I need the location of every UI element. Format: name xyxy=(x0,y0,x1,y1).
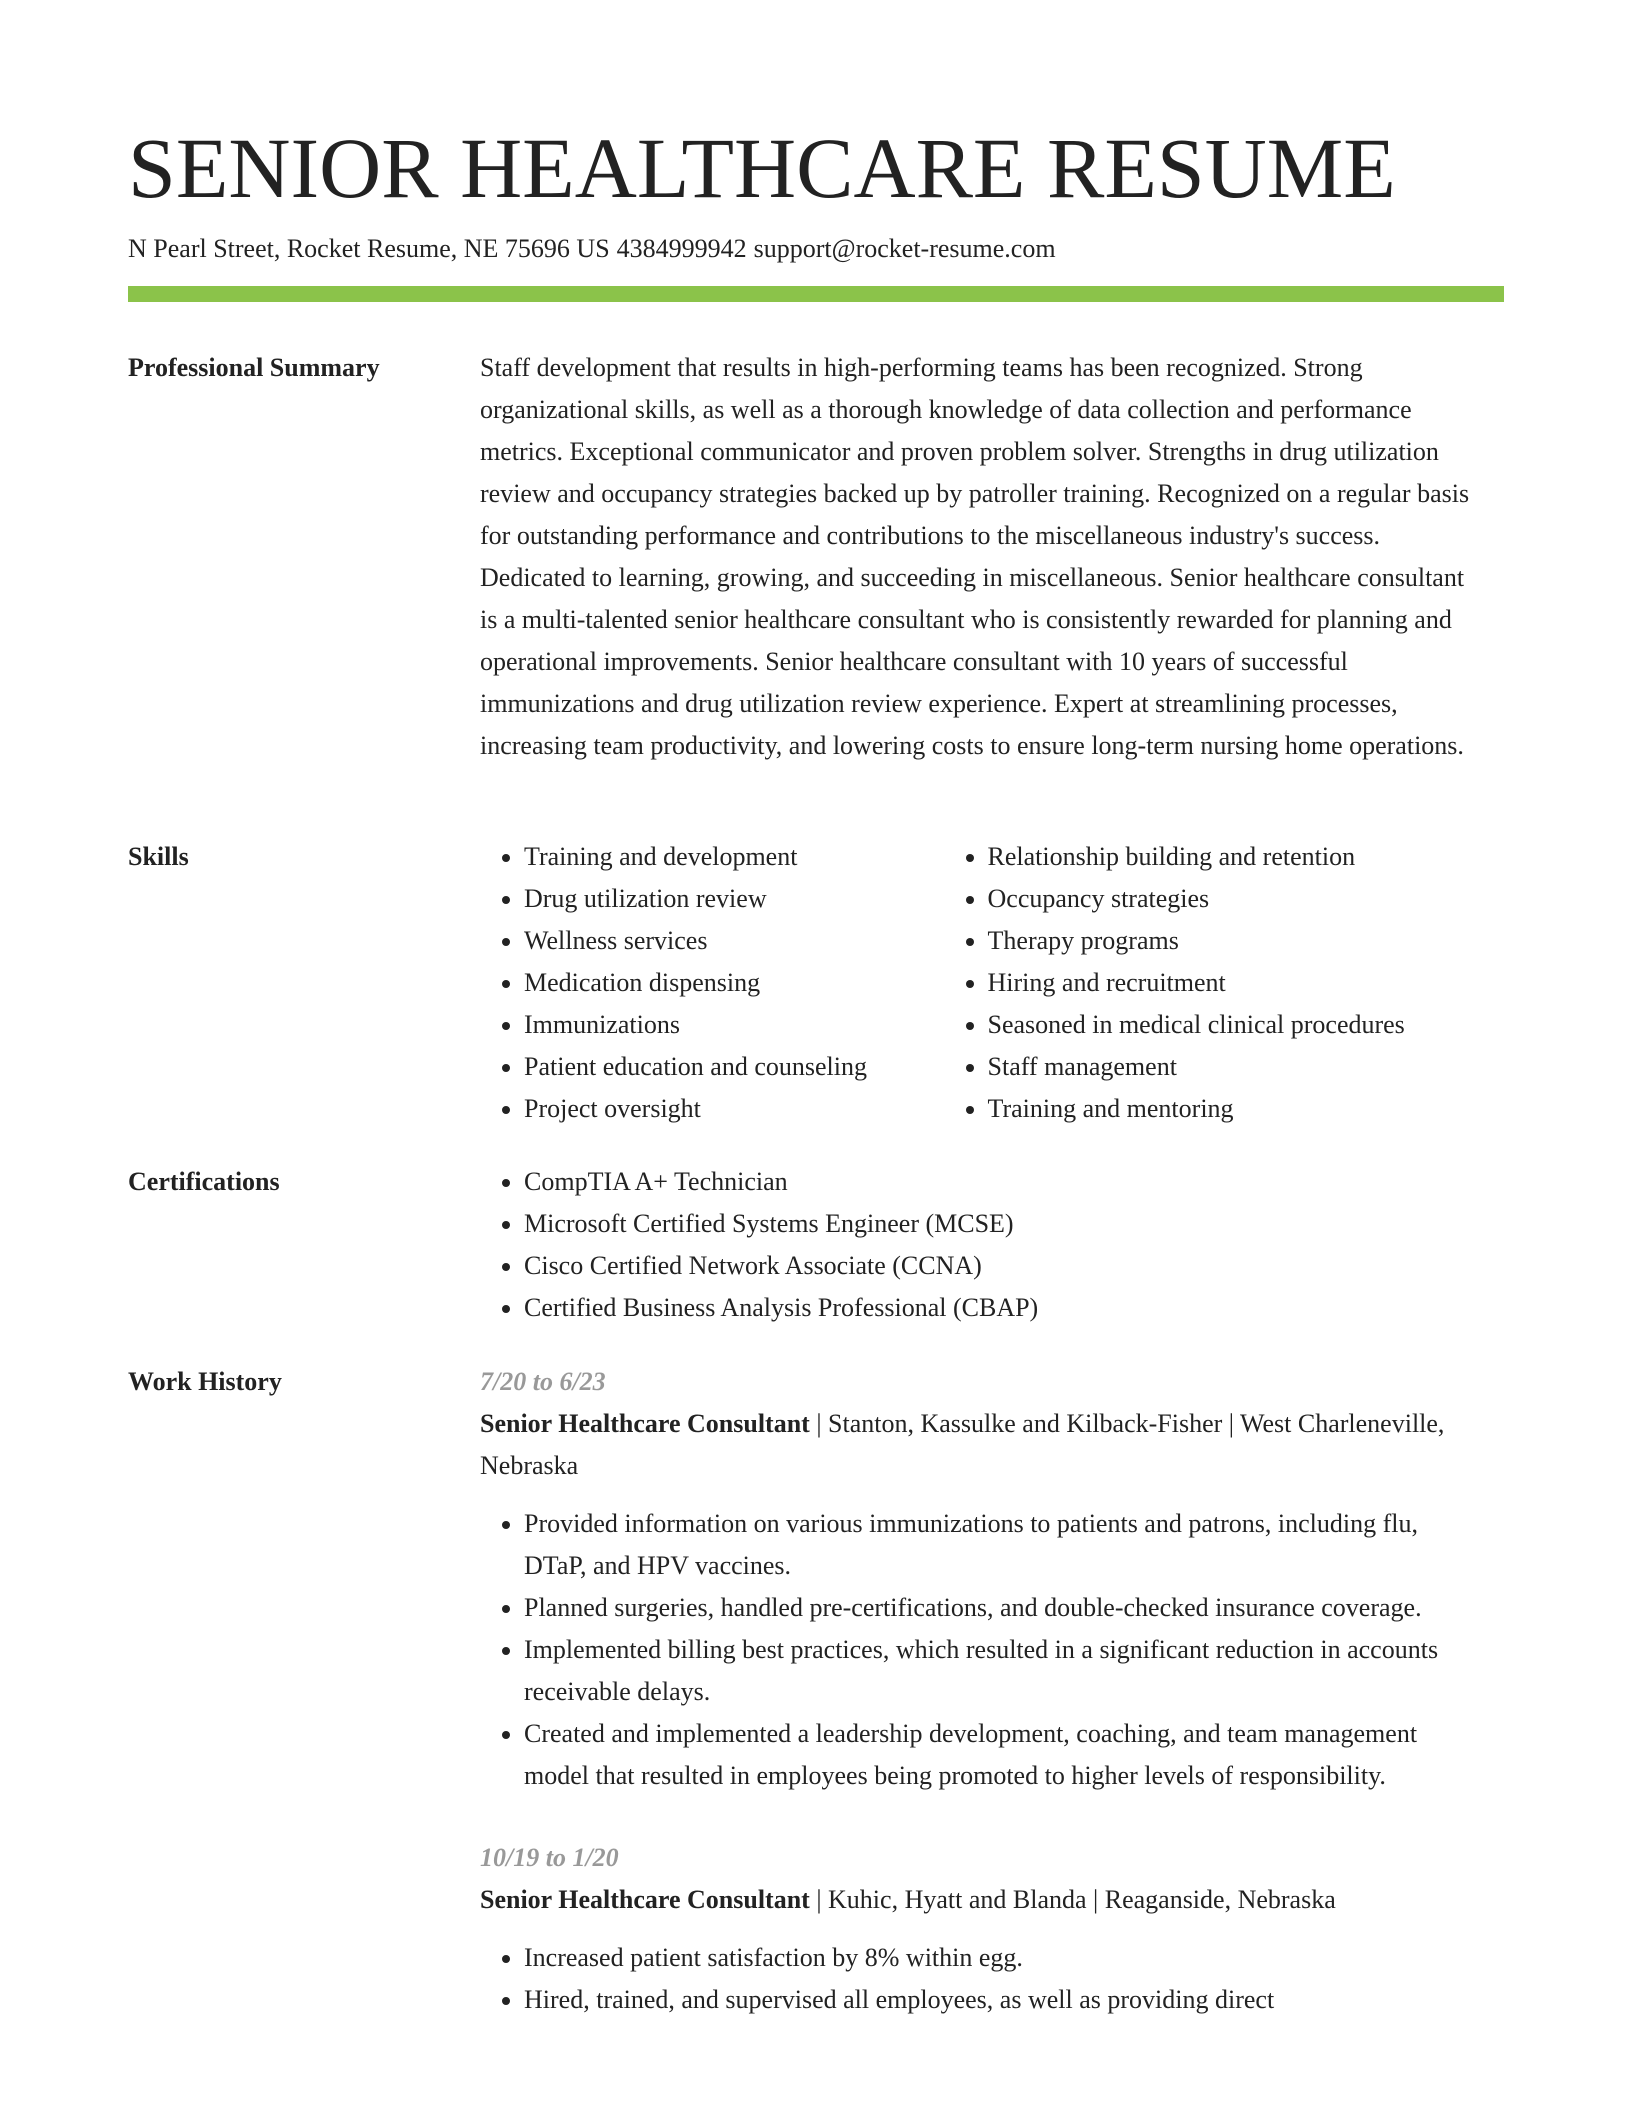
summary-label: Professional Summary xyxy=(128,353,380,382)
resume-title: SENIOR HEALTHCARE RESUME xyxy=(128,120,1396,216)
job-bullet: • Created and implemented a leadership development, coaching, and team management model that resulted in employees being promoted to higher levels of responsibility. xyxy=(524,1713,1480,1797)
skill-item: • Hiring and recruitment xyxy=(988,962,1480,1004)
skill-item: • Medication dispensing xyxy=(524,962,944,1004)
job-heading xyxy=(480,1403,1480,1487)
summary-text: Staff development that results in high-performing teams has been recognized. Strong organizational skills, as well as a thorough knowledge of data collection and performance metrics. Exceptional communicator and proven problem solver. Strengths in drug utilization review and occupancy strategies backed up by patroller training. Recognized on a regular basis for outstanding performance and contributions to the miscellaneous industry's success. Dedicated to learning, growing, and succeeding in miscellaneous. Senior healthcare consultant is a multi-talented senior healthcare consultant who is consistently rewarded for planning and operational improvements. Senior healthcare consultant with 10 years of successful immunizations and drug utilization review experience. Expert at streamlining processes, increasing team productivity, and lowering costs to ensure long-term nursing home operations. xyxy=(480,353,1470,760)
certifications-label: Certifications xyxy=(128,1167,280,1196)
job-bullets xyxy=(480,1503,1480,1797)
skill-item: • Relationship building and retention xyxy=(988,836,1480,878)
certification-item: • Certified Business Analysis Professional (CBAP) xyxy=(524,1287,1480,1329)
job-date: 7/20 to 6/23 xyxy=(480,1367,606,1396)
job-details: | Stanton, Kassulke and Kilback-Fisher | West Charleneville, Nebraska xyxy=(480,1409,1445,1480)
skills-body xyxy=(480,836,1480,1130)
contact-phone: 4384999942 xyxy=(616,234,747,263)
job-bullet: • Increased patient satisfaction by 8% within egg. xyxy=(524,1937,1480,1979)
skill-item: • Therapy programs xyxy=(988,920,1480,962)
job-entry xyxy=(480,1361,1480,1797)
job-title: Senior Healthcare Consultant xyxy=(480,1409,810,1438)
job-title: Senior Healthcare Consultant xyxy=(480,1885,810,1914)
header-divider xyxy=(128,286,1504,302)
skills-column-2 xyxy=(944,836,1480,1130)
job-bullet: • Planned surgeries, handled pre-certifications, and double-checked insurance coverage. xyxy=(524,1587,1480,1629)
job-heading xyxy=(480,1879,1480,1921)
work-history-label: Work History xyxy=(128,1367,282,1396)
skill-item: • Staff management xyxy=(988,1046,1480,1088)
contact-email: support@rocket-resume.com xyxy=(753,234,1056,263)
job-entry xyxy=(480,1837,1480,2021)
job-bullet: • Hired, trained, and supervised all employees, as well as providing direct xyxy=(524,1979,1480,2021)
skill-item: • Drug utilization review xyxy=(524,878,944,920)
job-bullet: • Implemented billing best practices, which resulted in a significant reduction in accounts receivable delays. xyxy=(524,1629,1480,1713)
skill-item: • Wellness services xyxy=(524,920,944,962)
skill-item: • Patient education and counseling xyxy=(524,1046,944,1088)
skill-item: • Project oversight xyxy=(524,1088,944,1130)
certification-item: • Microsoft Certified Systems Engineer (MCSE) xyxy=(524,1203,1480,1245)
skill-item: • Training and development xyxy=(524,836,944,878)
skill-item: • Occupancy strategies xyxy=(988,878,1480,920)
certifications-body xyxy=(480,1161,1480,1329)
job-bullet: • Provided information on various immunizations to patients and patrons, including flu, DTaP, and HPV vaccines. xyxy=(524,1503,1480,1587)
certification-item: • CompTIA A+ Technician xyxy=(524,1161,1480,1203)
work-history-body xyxy=(480,1361,1480,2061)
skills-label: Skills xyxy=(128,842,189,871)
certifications-list xyxy=(480,1161,1480,1329)
summary-body xyxy=(480,347,1480,767)
job-bullets xyxy=(480,1937,1480,2021)
skill-item: • Seasoned in medical clinical procedures xyxy=(988,1004,1480,1046)
job-details: | Kuhic, Hyatt and Blanda | Reaganside, Nebraska xyxy=(809,1885,1336,1914)
job-date: 10/19 to 1/20 xyxy=(480,1843,619,1872)
contact-line xyxy=(128,232,1056,266)
contact-address: N Pearl Street, Rocket Resume, NE 75696 US xyxy=(128,234,610,263)
skills-column-1 xyxy=(480,836,944,1130)
skill-item: • Immunizations xyxy=(524,1004,944,1046)
skill-item: • Training and mentoring xyxy=(988,1088,1480,1130)
certification-item: • Cisco Certified Network Associate (CCNA) xyxy=(524,1245,1480,1287)
